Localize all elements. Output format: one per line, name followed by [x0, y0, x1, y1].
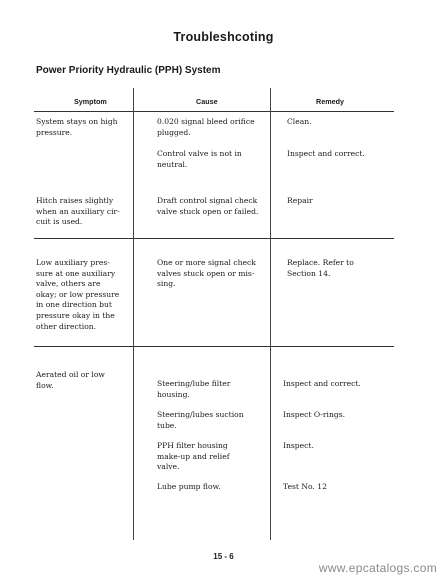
- remedy-cell: Repair: [287, 196, 313, 205]
- page-title: Troubleshcoting: [173, 30, 274, 44]
- symptom-cell: Hitch raises slightly when an auxiliary cir- cuit is used.: [36, 196, 120, 227]
- remedy-cell: Inspect.: [283, 441, 314, 450]
- column-divider: [133, 88, 134, 540]
- column-header-cause: Cause: [196, 97, 218, 106]
- cause-cell: Lube pump flow.: [157, 482, 221, 491]
- remedy-cell: Test No. 12: [283, 482, 327, 491]
- cause-cell: 0.020 signal bleed orifice plugged.: [157, 117, 255, 137]
- symptom-cell: Aerated oil or low flow.: [36, 370, 105, 390]
- column-divider: [270, 88, 271, 540]
- remedy-cell: Inspect and correct.: [287, 149, 365, 158]
- watermark: www.epcatalogs.com: [318, 561, 437, 575]
- row-divider: [34, 238, 394, 239]
- remedy-cell: Replace. Refer to Section 14.: [287, 258, 354, 278]
- cause-cell: Control valve is not in neutral.: [157, 149, 242, 169]
- page-number: 15 - 6: [213, 552, 234, 561]
- cause-cell: PPH filter housing make-up and relief valve.: [157, 441, 230, 472]
- remedy-cell: Inspect and correct.: [283, 379, 361, 388]
- cause-cell: Steering/lube filter housing.: [157, 379, 231, 399]
- column-header-symptom: Symptom: [74, 97, 107, 106]
- remedy-cell: Clean.: [287, 117, 312, 126]
- symptom-cell: System stays on high pressure.: [36, 117, 118, 137]
- cause-cell: One or more signal check valves stuck open or mis- sing.: [157, 258, 256, 289]
- remedy-cell: Inspect O-rings.: [283, 410, 346, 419]
- row-divider: [34, 346, 394, 347]
- column-header-remedy: Remedy: [316, 97, 344, 106]
- cause-cell: Draft control signal check valve stuck open or failed.: [157, 196, 259, 216]
- symptom-cell: Low auxiliary pres- sure at one auxiliary valve, others are okay; or low pressure in one direction but pressure okay in the other direction.: [36, 258, 120, 331]
- cause-cell: Steering/lubes suction tube.: [157, 410, 244, 430]
- section-title: Power Priority Hydraulic (PPH) System: [36, 65, 221, 76]
- header-divider: [34, 111, 394, 112]
